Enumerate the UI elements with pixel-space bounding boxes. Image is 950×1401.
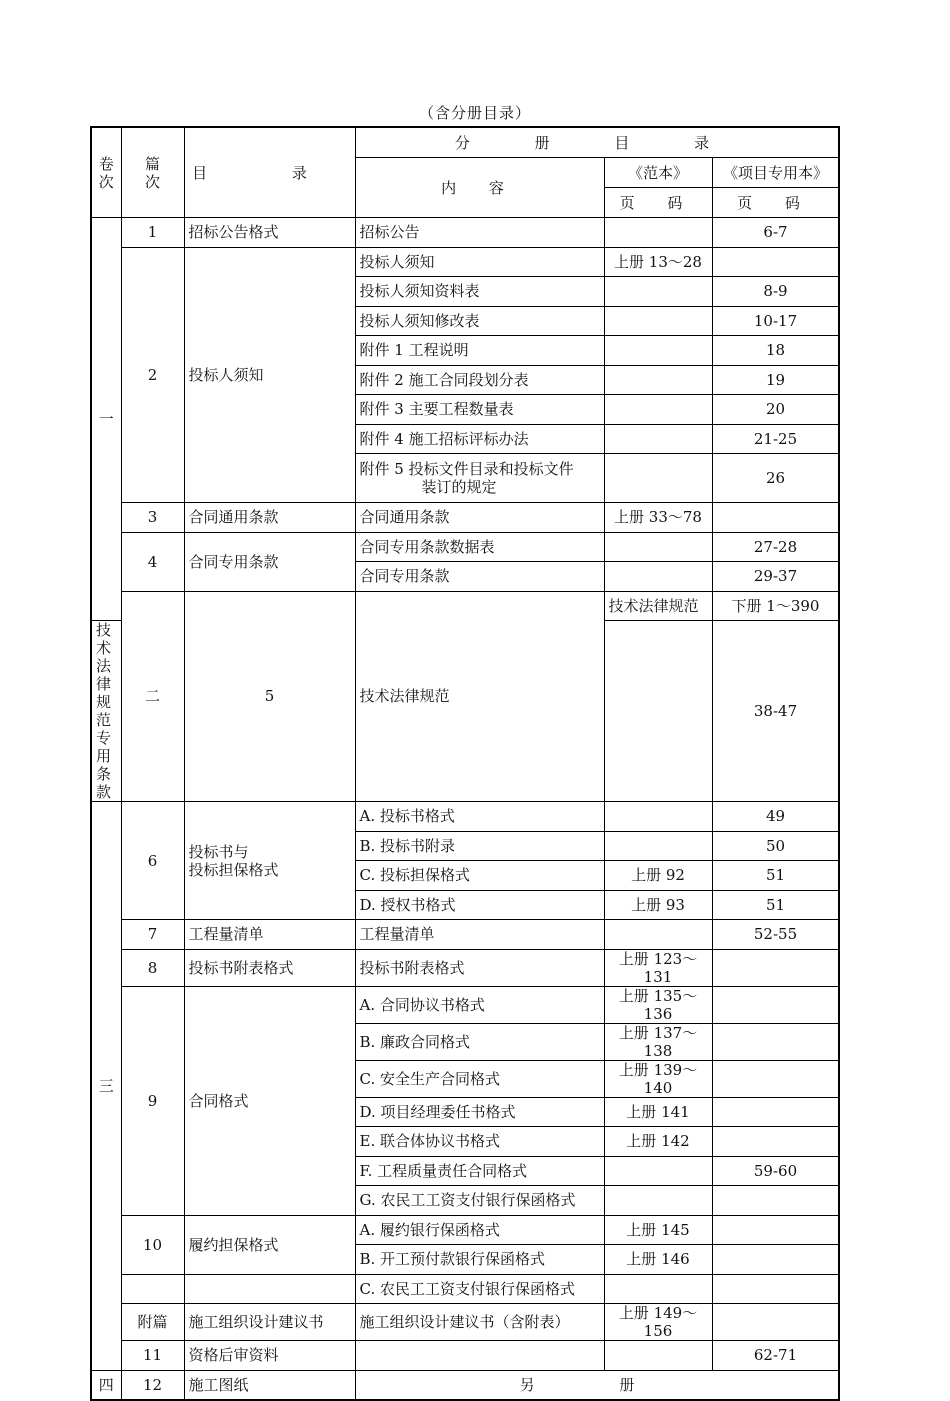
chapter-title: 投标人须知 [184,247,355,503]
project-page: 51 [712,861,839,891]
project-page: 10-17 [712,306,839,336]
fanben-page [604,336,712,366]
chapter-no: 11 [121,1341,184,1371]
fanben-page: 上册 145 [604,1215,712,1245]
chapter-no: 7 [121,920,184,950]
header-row [91,127,839,158]
fanben-page [604,562,712,592]
chapter-title: 合同格式 [184,986,355,1215]
fanben-page [604,831,712,861]
document-caption: （含分册目录） [418,104,531,122]
project-page: 20 [712,395,839,425]
chapter-title: 施工图纸 [184,1370,355,1400]
chapter-title: 投标书与 投标担保格式 [184,802,355,920]
content-cell: G. 农民工工资支付银行保函格式 [355,1186,604,1216]
content-cell: 合同通用条款 [355,503,604,533]
fanben-page: 上册 137～138 [604,1023,712,1060]
table-row [91,1215,839,1245]
project-page [712,1304,839,1341]
project-page: 26 [712,454,839,503]
project-page: 27-28 [712,532,839,562]
content-cell: 投标人须知修改表 [355,306,604,336]
chapter-no: 12 [121,1370,184,1400]
chapter-no: 8 [121,949,184,986]
project-page [712,1186,839,1216]
table-row [91,503,839,533]
content-cell: 附件 2 施工合同段划分表 [355,365,604,395]
table-row [91,1370,839,1400]
content-cell: 技术法律规范专用条款 [91,621,121,802]
fanben-page [604,1156,712,1186]
chapter-title: 技术法律规范 [355,591,604,802]
project-page [712,949,839,986]
fanben-page [604,454,712,503]
chapter-no: 4 [121,532,184,591]
volume-cell: 一 [91,218,121,621]
chapter-title: 合同通用条款 [184,503,355,533]
chapter-title: 工程量清单 [184,920,355,950]
content-cell: 投标书附表格式 [355,949,604,986]
project-page: 51 [712,890,839,920]
fanben-page: 上册 141 [604,1097,712,1127]
project-page [712,1023,839,1060]
fanben-page [604,306,712,336]
chapter-no: 1 [121,218,184,248]
content-cell: C. 农民工工资支付银行保函格式 [355,1274,604,1304]
chapter-no [121,1274,184,1304]
fanben-page: 上册 33～78 [604,503,712,533]
project-page: 59-60 [712,1156,839,1186]
fanben-page [604,424,712,454]
content-cell: 附件 3 主要工程数量表 [355,395,604,425]
header-sub-toc: 分 册 目 录 [355,127,839,158]
volume-cell: 二 [121,591,184,802]
chapter-no: 5 [184,591,355,802]
project-page [712,247,839,277]
table-row [91,920,839,950]
fanben-page: 上册 135～136 [604,986,712,1023]
chapter-no: 3 [121,503,184,533]
fanben-page [604,1341,712,1371]
toc-table [90,126,840,1401]
project-page: 18 [712,336,839,366]
fanben-page: 上册 149～156 [604,1304,712,1341]
fanben-page [604,1274,712,1304]
fanben-page [604,1186,712,1216]
fanben-page: 上册 13～28 [604,247,712,277]
fanben-page [604,532,712,562]
content-cell: E. 联合体协议书格式 [355,1127,604,1157]
project-page: 52-55 [712,920,839,950]
fanben-page [604,365,712,395]
fanben-page: 上册 92 [604,861,712,891]
content-cell: B. 开工预付款银行保函格式 [355,1245,604,1275]
content-cell: 附件 4 施工招标评标办法 [355,424,604,454]
content-cell: D. 项目经理委任书格式 [355,1097,604,1127]
project-page [712,1245,839,1275]
header-chapter: 篇次 [121,127,184,218]
chapter-no: 9 [121,986,184,1215]
content-cell: D. 授权书格式 [355,890,604,920]
chapter-title: 投标书附表格式 [184,949,355,986]
chapter-title: 资格后审资料 [184,1341,355,1371]
chapter-no: 10 [121,1215,184,1274]
content-cell: 投标人须知 [355,247,604,277]
content-cell: 合同专用条款 [355,562,604,592]
fanben-page: 上册 123～131 [604,949,712,986]
project-page: 49 [712,802,839,832]
content-cell: 附件 1 工程说明 [355,336,604,366]
content-cell: 投标人须知资料表 [355,277,604,307]
table-row [91,591,839,621]
chapter-no: 2 [121,247,184,503]
fanben-page: 上册 139～140 [604,1060,712,1097]
header-fanben: 《范本》 [604,158,712,188]
table-row [91,1274,839,1304]
table-row [91,949,839,986]
project-page: 19 [712,365,839,395]
project-page: 62-71 [712,1341,839,1371]
header-page-code: 页 码 [604,188,712,218]
chapter-title [184,1274,355,1304]
content-line: 附件 5 投标文件目录和投标文件 [359,460,574,478]
content-cell: A. 合同协议书格式 [355,986,604,1023]
content-cell: 招标公告 [355,218,604,248]
project-page: 29-37 [712,562,839,592]
project-page [712,1060,839,1097]
project-page [712,1215,839,1245]
table-row [91,1304,839,1341]
chapter-no: 附篇 [121,1304,184,1341]
content-cell: B. 投标书附录 [355,831,604,861]
table-row [91,802,839,832]
header-volume: 卷次 [91,127,121,218]
table-row [91,218,839,248]
chapter-no: 6 [121,802,184,920]
content-cell: 工程量清单 [355,920,604,950]
content-cell: A. 履约银行保函格式 [355,1215,604,1245]
content-cell: B. 廉政合同格式 [355,1023,604,1060]
project-page: 38-47 [712,621,839,802]
chapter-title: 招标公告格式 [184,218,355,248]
project-page: 21-25 [712,424,839,454]
fanben-page [604,277,712,307]
header-toc: 目 录 [184,127,355,218]
project-page [712,986,839,1023]
fanben-page: 上册 93 [604,890,712,920]
content-cell: C. 投标担保格式 [355,861,604,891]
project-page: 50 [712,831,839,861]
table-row [91,247,839,277]
header-page-code: 页 码 [712,188,839,218]
separate-volume-cell: 另 册 [355,1370,839,1400]
content-cell [355,454,604,503]
volume-cell: 四 [91,1370,121,1400]
project-page [712,1274,839,1304]
content-cell: 技术法律规范 [604,591,712,621]
project-page [712,1127,839,1157]
fanben-page [604,218,712,248]
table-row [91,986,839,1023]
header-project: 《项目专用本》 [712,158,839,188]
content-line: 装订的规定 [421,478,497,496]
project-page: 8-9 [712,277,839,307]
table-row [91,532,839,562]
header-content: 内 容 [355,158,604,218]
content-cell: C. 安全生产合同格式 [355,1060,604,1097]
volume-cell: 三 [91,802,121,1371]
fanben-page: 上册 146 [604,1245,712,1275]
project-page [712,503,839,533]
content-cell: 施工组织设计建议书（含附表） [355,1304,604,1341]
table-row [91,1341,839,1371]
fanben-page: 下册 1～390 [712,591,839,621]
fanben-page [604,395,712,425]
project-page: 6-7 [712,218,839,248]
chapter-title: 施工组织设计建议书 [184,1304,355,1341]
fanben-page: 上册 142 [604,1127,712,1157]
fanben-page [604,802,712,832]
project-page [712,1097,839,1127]
chapter-title: 履约担保格式 [184,1215,355,1274]
chapter-title: 合同专用条款 [184,532,355,591]
content-cell: A. 投标书格式 [355,802,604,832]
fanben-page [604,621,712,802]
fanben-page [604,920,712,950]
content-cell [355,1341,604,1371]
content-cell: 合同专用条款数据表 [355,532,604,562]
content-cell: F. 工程质量责任合同格式 [355,1156,604,1186]
